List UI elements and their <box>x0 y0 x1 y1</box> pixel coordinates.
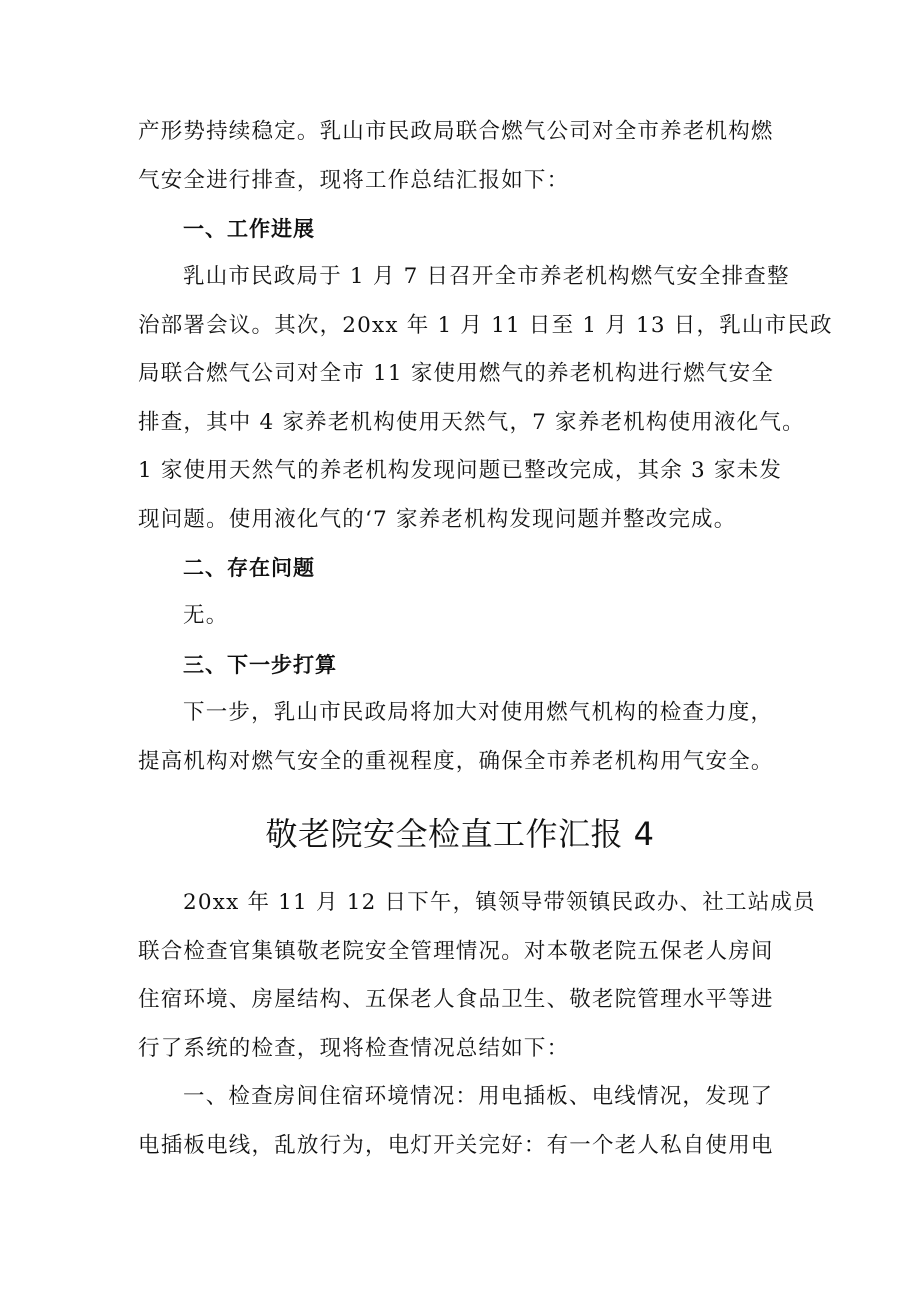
body-text-line: 住宿环境、房屋结构、五保老人食品卫生、敬老院管理水平等进 <box>138 987 774 1012</box>
body-text-line: 行了系统的检查，现将检查情况总结如下： <box>138 1036 570 1061</box>
body-text-line: 无。 <box>183 603 229 628</box>
body-text-line: 电插板电线，乱放行为，电灯开关完好：有一个老人私自使用电 <box>138 1133 774 1158</box>
body-text-line: 乳山市民政局于 1 月 7 日召开全市养老机构燃气安全排查整 <box>183 264 790 289</box>
report-title: 敬老院安全检直工作汇报 4 <box>265 815 655 853</box>
body-text-line: 提高机构对燃气安全的重视程度，确保全市养老机构用气安全。 <box>138 749 774 774</box>
section-heading-problems: 二、存在问题 <box>183 556 315 580</box>
body-text-line: 联合检查官集镇敬老院安全管理情况。对本敬老院五保老人房间 <box>138 939 774 964</box>
body-text-line: 气安全进行排查，现将工作总结汇报如下： <box>138 168 570 193</box>
body-text-line: 20xx 年 11 月 12 日下午，镇领导带领镇民政办、社工站成员 <box>183 890 816 915</box>
body-text-line: 现问题。使用液化气的‘7 家养老机构发现问题并整改完成。 <box>138 507 737 532</box>
body-text-line: 1 家使用天然气的养老机构发现问题已整改完成，其余 3 家未发 <box>138 458 783 483</box>
body-text-line: 治部署会议。其次，20xx 年 1 月 11 日至 1 月 13 日，乳山市民政 <box>138 313 833 338</box>
body-text-line: 产形势持续稳定。乳山市民政局联合燃气公司对全市养老机构燃 <box>138 119 774 144</box>
body-text-line: 局联合燃气公司对全市 11 家使用燃气的养老机构进行燃气安全 <box>138 361 775 386</box>
section-heading-progress: 一、工作进展 <box>183 217 315 241</box>
body-text-line: 一、检查房间住宿环境情况：用电插板、电线情况，发现了 <box>183 1084 774 1109</box>
body-text-line: 下一步，乳山市民政局将加大对使用燃气机构的检查力度， <box>183 700 774 725</box>
body-text-line: 排查，其中 4 家养老机构使用天然气，7 家养老机构使用液化气。 <box>138 410 805 435</box>
section-heading-next-steps: 三、下一步打算 <box>183 653 337 677</box>
